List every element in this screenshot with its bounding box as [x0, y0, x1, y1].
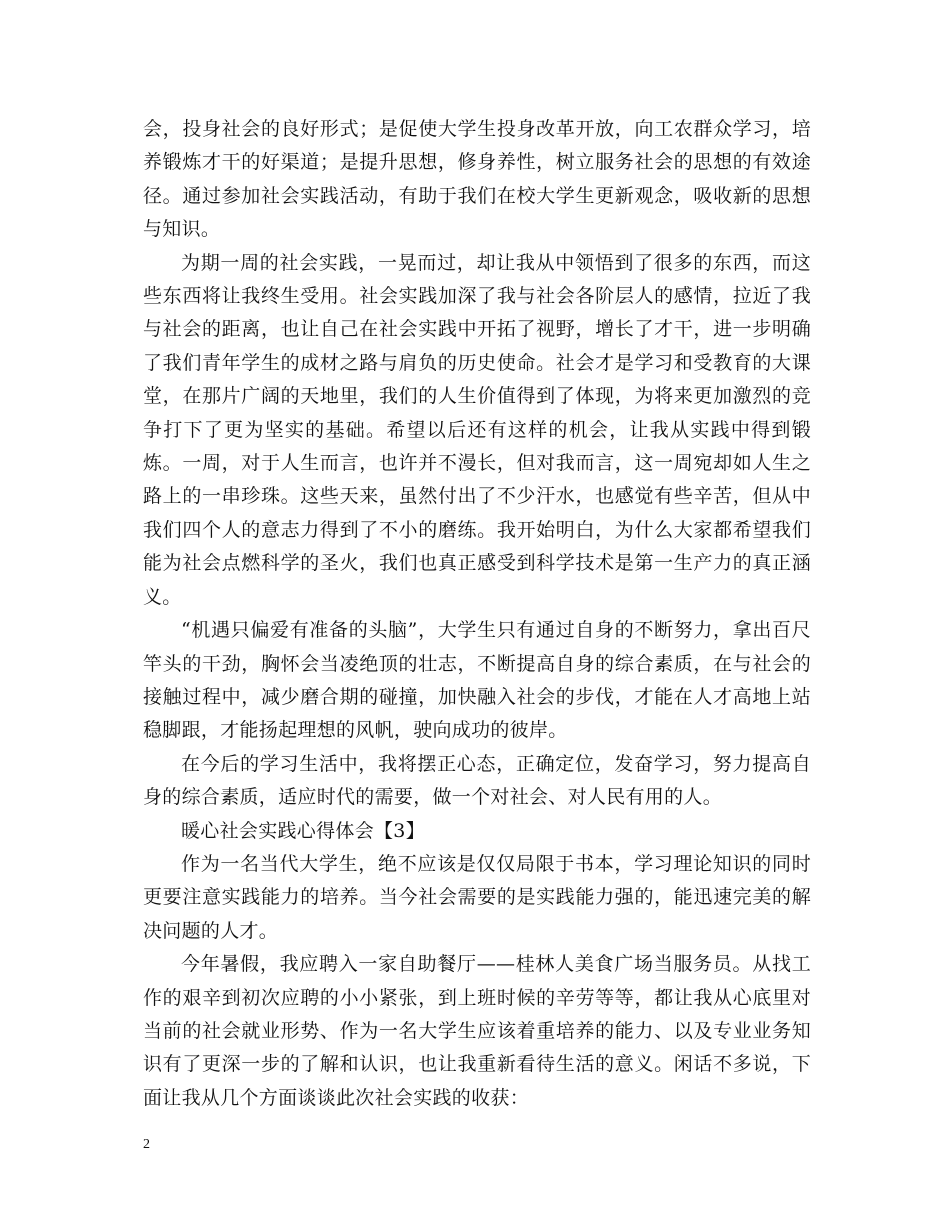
paragraph: “机遇只偏爱有准备的头脑”，大学生只有通过自身的不断努力，拿出百尺竿头的干劲，胸怀会当凌绝顶的壮志，不断提高自身的综合素质，在与社会的接触过程中，减少磨合期的碰撞，加快融入社会的步伐，才能在人才高地上站稳脚跟，才能扬起理想的风帆，驶向成功的彼岸。 [143, 619, 811, 742]
paragraph-continuation: 会，投身社会的良好形式；是促使大学生投身改革开放，向工农群众学习，培养锻炼才干的好渠道；是提升思想，修身养性，树立服务社会的思想的有效途径。通过参加社会实践活动，有助于我们在校大学生更新观念，吸收新的思想与知识。 [143, 118, 811, 241]
section-heading: 暖心社会实践心得体会【3】 [181, 819, 425, 842]
paragraph: 今年暑假，我应聘入一家自助餐厅——桂林人美食广场当服务员。从找工作的艰辛到初次应聘的小小紧张，到上班时候的辛劳等等，都让我从心底里对当前的社会就业形势、作为一名大学生应该着重培养的能力、以及专业业务知识有了更深一步的了解和认识，也让我重新看待生活的意义。闲话不多说，下面让我从几个方面谈谈此次社会实践的收获： [143, 953, 811, 1109]
body-text [143, 113, 811, 1115]
paragraph: 作为一名当代大学生，绝不应该是仅仅局限于书本，学习理论知识的同时更要注意实践能力的培养。当今社会需要的是实践能力强的，能迅速完美的解决问题的人才。 [143, 852, 811, 942]
paragraph: 在今后的学习生活中，我将摆正心态，正确定位，发奋学习，努力提高自身的综合素质，适应时代的需要，做一个对社会、对人民有用的人。 [143, 752, 811, 809]
paragraph: 为期一周的社会实践，一晃而过，却让我从中领悟到了很多的东西，而这些东西将让我终生受用。社会实践加深了我与社会各阶层人的感情，拉近了我与社会的距离，也让自己在社会实践中开拓了视野，增长了才干，进一步明确了我们青年学生的成材之路与肩负的历史使命。社会才是学习和受教育的大课堂，在那片广阔的天地里，我们的人生价值得到了体现，为将来更加激烈的竞争打下了更为坚实的基础。希望以后还有这样的机会，让我从实践中得到锻炼。一周，对于人生而言，也许并不漫长，但对我而言，这一周宛却如人生之路上的一串珍珠。这些天来，虽然付出了不少汗水，也感觉有些辛苦，但从中我们四个人的意志力得到了不小的磨练。我开始明白，为什么大家都希望我们能为社会点燃科学的圣火，我们也真正感受到科学技术是第一生产力的真正涵义。 [143, 251, 811, 608]
page-number: 2 [143, 1137, 150, 1152]
